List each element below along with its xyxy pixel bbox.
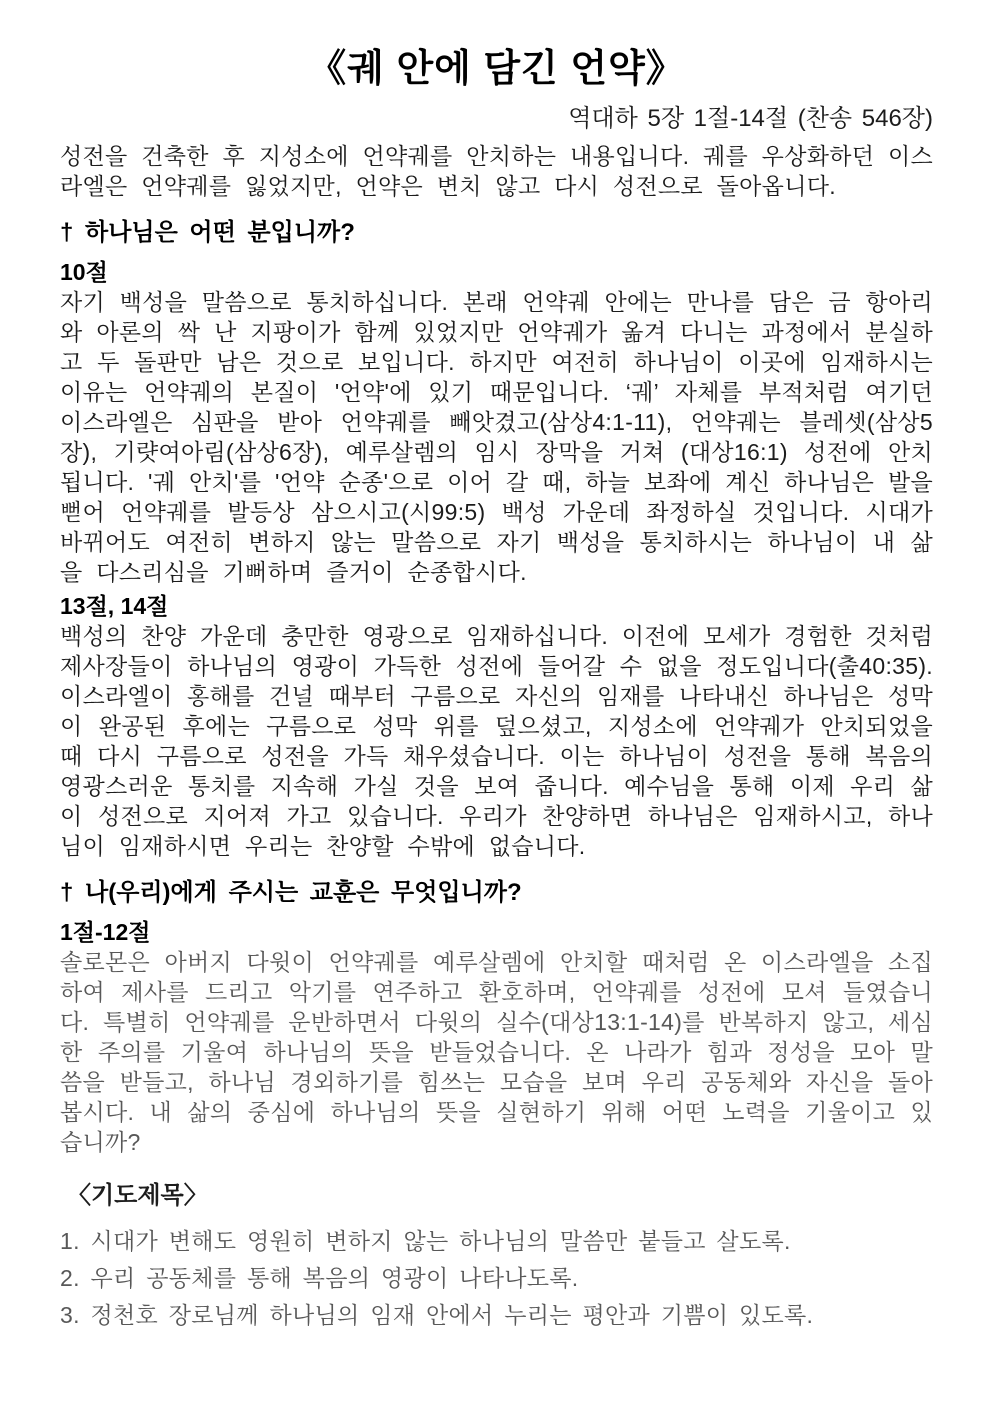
verse-10-paragraph: 자기 백성을 말씀으로 통치하십니다. 본래 언약궤 안에는 만나를 담은 금 항아리와 아론의 싹 난 지팡이가 함께 있었지만 언약궤가 옮겨 다니는 과정에서 분실하고 두 돌판만 남은 것으로 보입니다. 하지만 여전히 하나님이 이곳에 임재하시는 이유는 언약궤의 본질이 '언약'에 있기 때문입니다. ‘궤’ 자체를 부적처럼 여기던 이스라엘은 심판을 받아 언약궤를 빼앗겼고(삼상4:1-11), 언약궤는 블레셋(삼상5장), 기럇여아림(삼상6장), 예루살렘의 임시 장막을 거쳐 (대상16:1) 성전에 안치됩니다. '궤 안치'를 '언약 순종'으로 이어 갈 때, 하늘 보좌에 계신 하나님은 발을 뻗어 언약궤를 발등상 삼으시고(시99:5) 백성 가운데 좌정하실 것입니다. 시대가 바뀌어도 여전히 변하지 않는 말씀으로 자기 백성을 통치하시는 하나님이 내 삶을 다스리심을 기뻐하며 즐거이 순종합시다. <box>60 289 933 585</box>
prayer-section <box>60 1181 933 1334</box>
verse-label-1-12: 1절-12절 <box>60 919 151 945</box>
section-lesson <box>60 878 933 1157</box>
scripture-reference: 역대하 5장 1절-14절 (찬송 546장) <box>568 105 933 132</box>
page-title: 《궤 안에 담긴 언약》 <box>308 48 685 90</box>
verse-1-12-paragraph: 솔로몬은 아버지 다윗이 언약궤를 예루살렘에 안치할 때처럼 온 이스라엘을 소집하여 제사를 드리고 악기를 연주하고 환호하며, 언약궤를 성전에 모셔 들였습니다. 특별히 언약궤를 운반하면서 다윗의 실수(대상13:1-14)를 반복하지 않고, 세심한 주의를 기울여 하나님의 뜻을 받들었습니다. 온 나라가 힘과 정성을 모아 말씀을 받들고, 하나님 경외하기를 힘쓰는 모습을 보며 우리 공동체와 자신을 돌아봅시다. 내 삶의 중심에 하나님의 뜻을 실현하기 위해 어떤 노력을 기울이고 있습니까? <box>60 949 933 1155</box>
prayer-item-2: 2. 우리 공동체를 통해 복음의 영광이 나타나도록. <box>60 1265 579 1291</box>
verse-label-13-14: 13절, 14절 <box>60 593 169 619</box>
verse-13-14-paragraph: 백성의 찬양 가운데 충만한 영광으로 임재하십니다. 이전에 모세가 경험한 것처럼 제사장들이 하나님의 영광이 가득한 성전에 들어갈 수 없을 정도입니다(출40:35). 이스라엘이 홍해를 건널 때부터 구름으로 자신의 임재를 나타내신 하나님은 성막이 완공된 후에는 구름으로 성막 위를 덮으셨고, 지성소에 언약궤가 안치되었을 때 다시 구름으로 성전을 가득 채우셨습니다. 이는 하나님이 성전을 통해 복음의 영광스러운 통치를 지속해 가실 것을 보여 줍니다. 예수님을 통해 이제 우리 삶이 성전으로 지어져 가고 있습니다. 우리가 찬양하면 하나님은 임재하시고, 하나님이 임재하시면 우리는 찬양할 수밖에 없습니다. <box>60 623 933 859</box>
section-heading-lesson: † 나(우리)에게 주시는 교훈은 무엇입니까? <box>60 879 522 906</box>
prayer-heading: 〈기도제목〉 <box>67 1182 208 1209</box>
verse-label-10: 10절 <box>60 259 108 285</box>
section-heading-who-is-god: † 하나님은 어떤 분입니까? <box>60 219 355 246</box>
intro-paragraph: 성전을 건축한 후 지성소에 언약궤를 안치하는 내용입니다. 궤를 우상화하던 이스라엘은 언약궤를 잃었지만, 언약은 변치 않고 다시 성전으로 돌아옵니다. <box>60 143 933 199</box>
prayer-item-1: 1. 시대가 변해도 영원히 변하지 않는 하나님의 말씀만 붙들고 살도록. <box>60 1228 791 1254</box>
prayer-item-3: 3. 정천호 장로님께 하나님의 임재 안에서 누리는 평안과 기쁨이 있도록. <box>60 1302 814 1328</box>
section-god <box>60 218 933 861</box>
